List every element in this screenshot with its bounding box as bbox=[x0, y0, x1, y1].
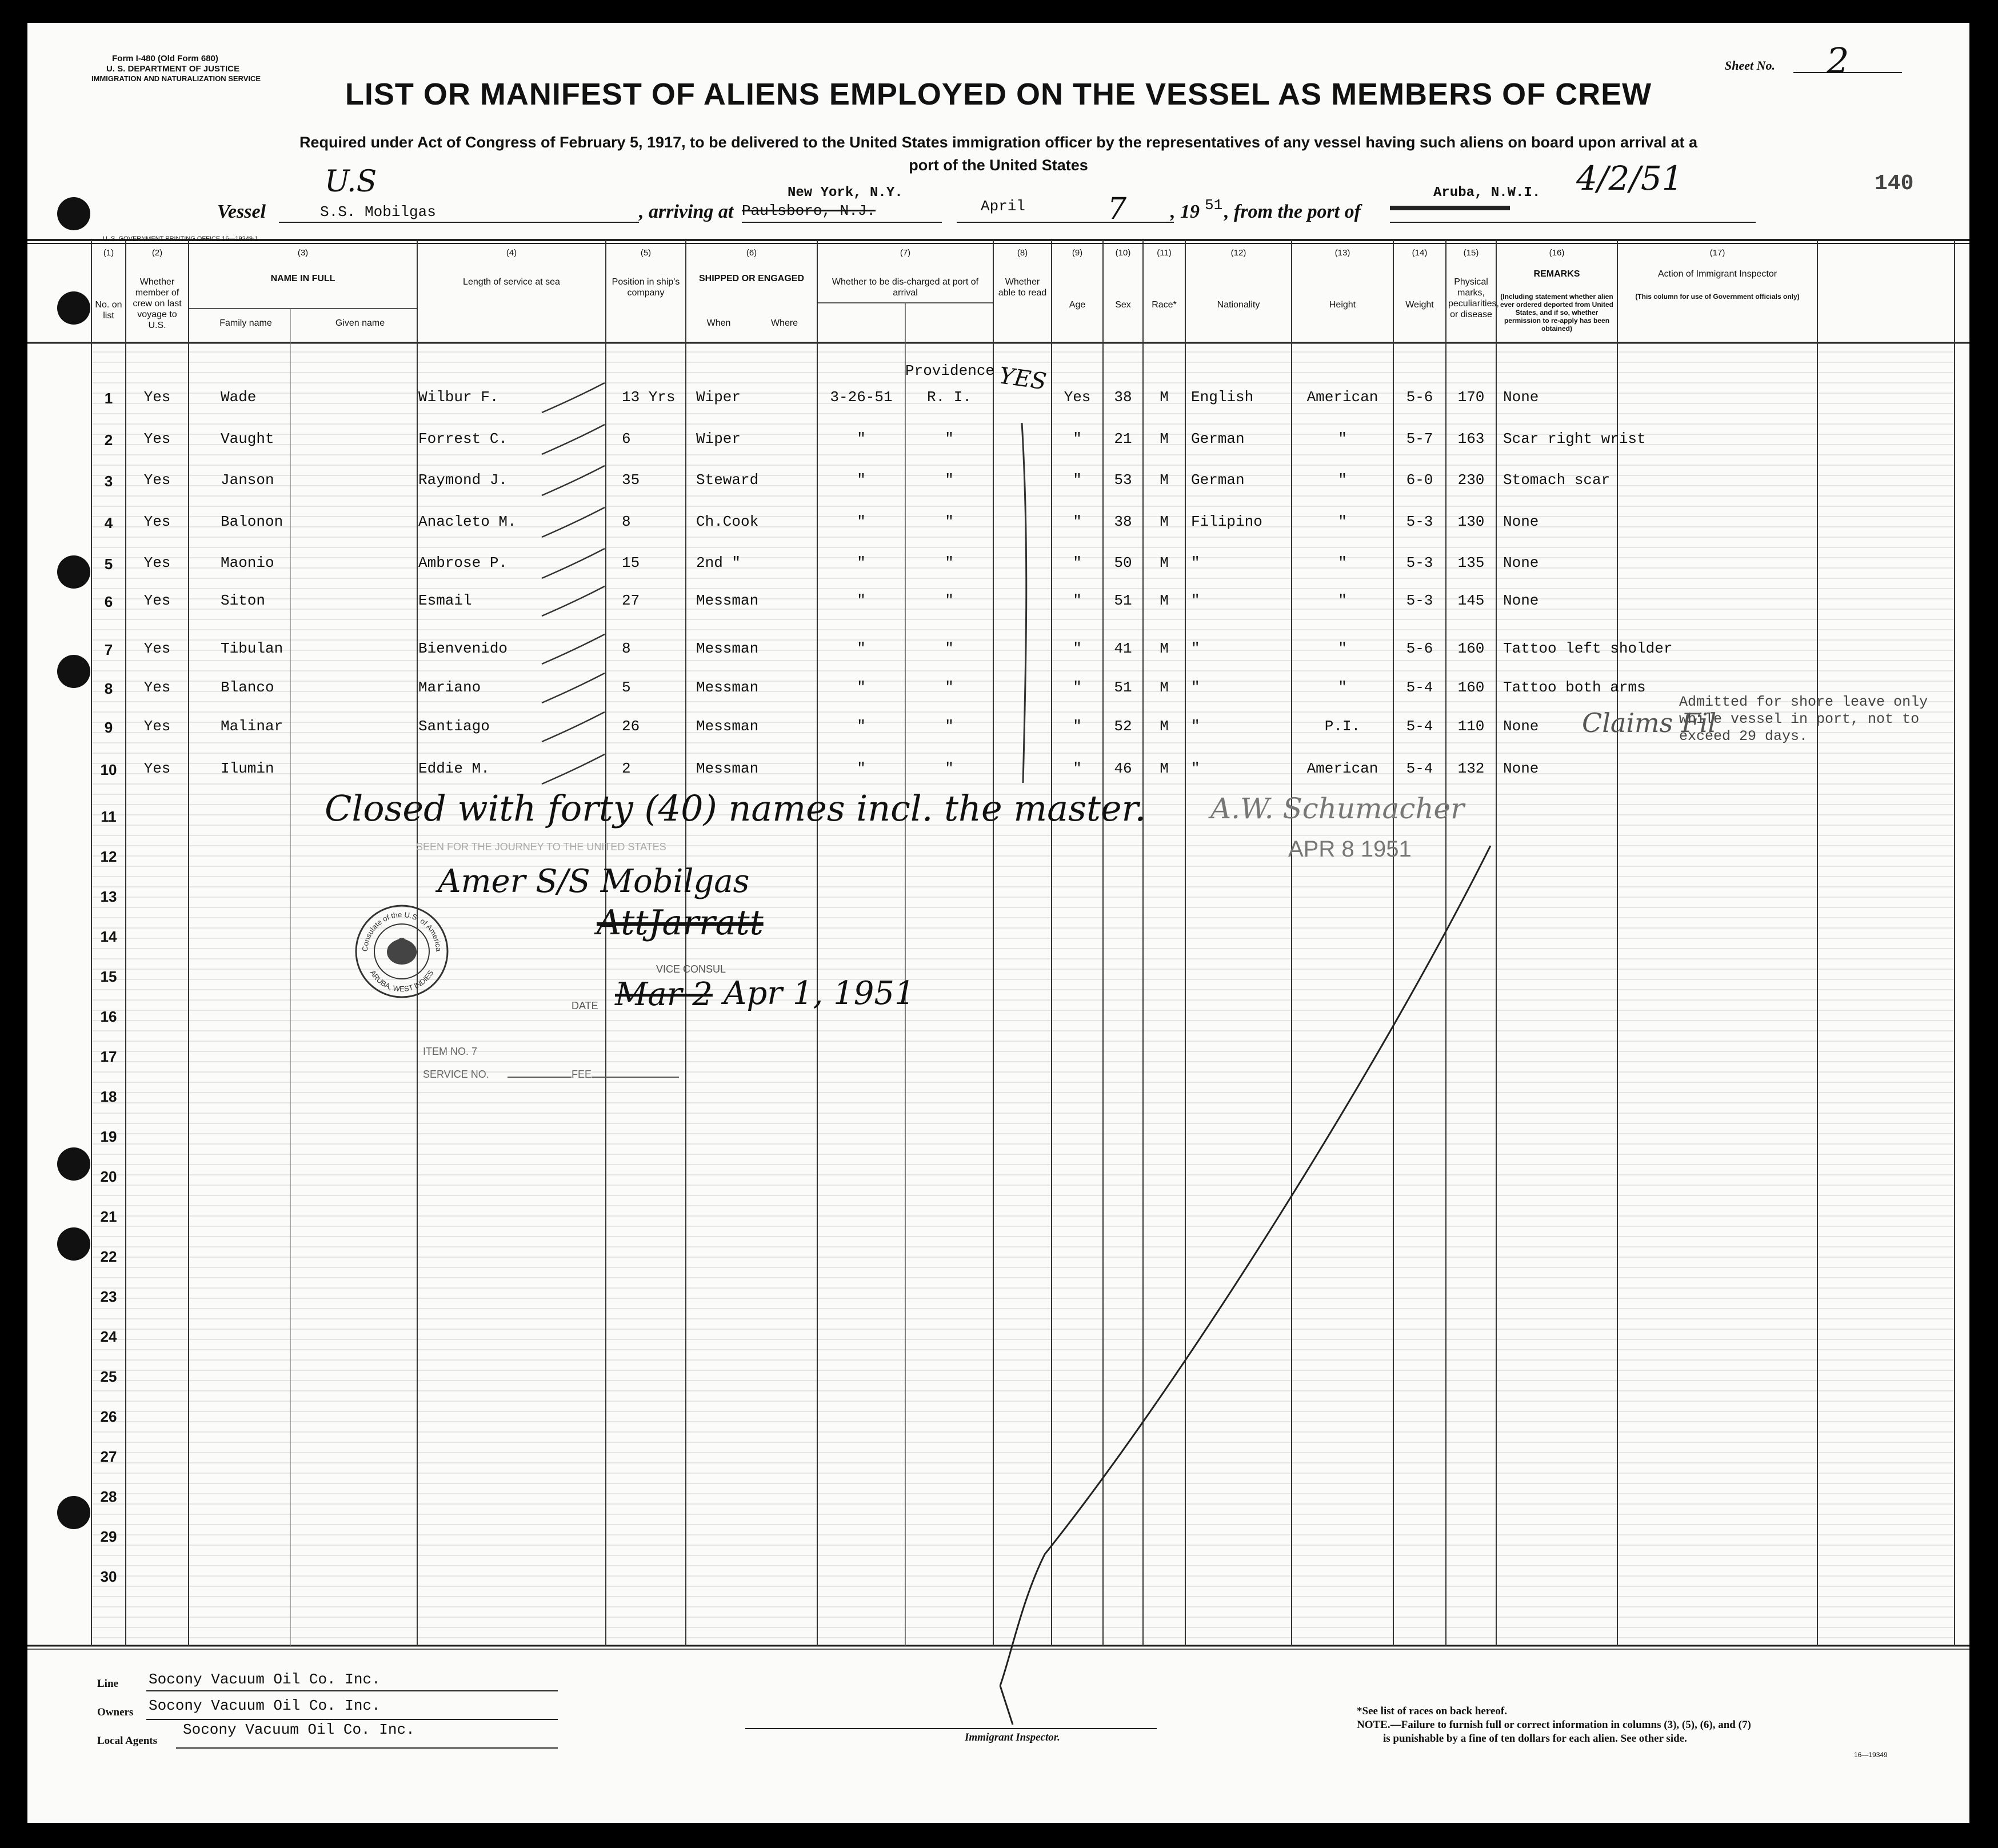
cell-service: 8 bbox=[622, 640, 631, 657]
column-header: Weight bbox=[1405, 300, 1434, 310]
column-number: (5) bbox=[640, 248, 652, 258]
cell-height: 6-0 bbox=[1406, 471, 1433, 489]
cell-family: Wade bbox=[221, 389, 257, 406]
column-number: (2) bbox=[151, 248, 163, 258]
seen-stamp: SEEN FOR THE JOURNEY TO THE UNITED STATES bbox=[416, 841, 666, 853]
cell-position: Messman bbox=[696, 718, 759, 735]
page-title: LIST OR MANIFEST OF ALIENS EMPLOYED ON THE VESSEL AS MEMBERS OF CREW bbox=[345, 77, 1652, 111]
cell-age: 52 bbox=[1114, 718, 1132, 735]
cell-where: " bbox=[945, 760, 954, 777]
cell-crew: Yes bbox=[143, 592, 171, 609]
cell-when: 3-26-51 bbox=[830, 389, 893, 406]
cell-nationality: " bbox=[1338, 471, 1347, 489]
cell-read: " bbox=[1073, 430, 1082, 447]
seal-top-text: Consulate of the U.S. of America bbox=[360, 910, 443, 952]
cell-given: Ambrose P. bbox=[418, 554, 508, 571]
column-number: (13) bbox=[1334, 248, 1350, 258]
row-number: 13 bbox=[100, 888, 117, 905]
cell-marks: None bbox=[1503, 389, 1539, 406]
cell-service: 8 bbox=[622, 513, 631, 530]
arriving-place: Paulsboro, N.J. bbox=[742, 202, 876, 219]
cell-sex: M bbox=[1160, 513, 1169, 530]
fine-note-2: is punishable by a fine of ten dollars for each alien. See other side. bbox=[1383, 1733, 1687, 1745]
cell-weight: 145 bbox=[1457, 592, 1485, 609]
cell-nationality: " bbox=[1338, 679, 1347, 696]
cell-position: Messman bbox=[696, 592, 759, 609]
cell-height: 5-7 bbox=[1406, 430, 1433, 447]
cell-sex: M bbox=[1160, 592, 1169, 609]
cell-read: " bbox=[1073, 760, 1082, 777]
column-number: (7) bbox=[900, 248, 911, 258]
owners-value: Socony Vacuum Oil Co. Inc. bbox=[149, 1697, 381, 1714]
cell-age: 41 bbox=[1114, 640, 1132, 657]
cell-given: Mariano bbox=[418, 679, 481, 696]
cell-weight: 135 bbox=[1457, 554, 1485, 571]
cell-read: " bbox=[1073, 679, 1082, 696]
row-number: 15 bbox=[100, 968, 117, 985]
cell-family: Blanco bbox=[221, 679, 274, 696]
cell-age: 46 bbox=[1114, 760, 1132, 777]
row-number: 7 bbox=[104, 641, 113, 658]
cell-weight: 160 bbox=[1457, 640, 1485, 657]
arrival-day: 7 bbox=[1108, 192, 1127, 226]
cell-given: Anacleto M. bbox=[418, 513, 517, 530]
cell-read: " bbox=[1073, 718, 1082, 735]
cell-race: " bbox=[1191, 718, 1200, 735]
cell-marks: Tattoo both arms bbox=[1503, 679, 1646, 696]
row-number: 12 bbox=[100, 848, 117, 865]
cell-service: 6 bbox=[622, 430, 631, 447]
cell-read: " bbox=[1073, 592, 1082, 609]
row-number: 24 bbox=[100, 1328, 117, 1345]
date-hand: Apr 1, 1951 bbox=[724, 975, 915, 1012]
cell-nationality: " bbox=[1338, 430, 1347, 447]
row-number: 1 bbox=[104, 390, 113, 407]
vessel-hand-note: Amer S/S Mobilgas bbox=[438, 863, 750, 900]
cell-when: " bbox=[857, 592, 866, 609]
column-header: NAME IN FULL bbox=[270, 274, 335, 283]
cell-age: 51 bbox=[1114, 592, 1132, 609]
row-number: 28 bbox=[100, 1488, 117, 1505]
cell-nationality: American bbox=[1306, 760, 1378, 777]
closing-note: Closed with forty (40) names incl. the master. bbox=[325, 787, 1146, 829]
column-note: (This column for use of Government officials only) bbox=[1635, 293, 1800, 301]
column-header: Race* bbox=[1152, 300, 1177, 310]
cell-where: " bbox=[945, 640, 954, 657]
cell-sex: M bbox=[1160, 554, 1169, 571]
remarks-stamp-line-3: exceed 29 days. bbox=[1679, 728, 1808, 745]
agents-underline bbox=[176, 1747, 558, 1749]
cell-where: " bbox=[945, 718, 954, 735]
cell-race: " bbox=[1191, 592, 1200, 609]
cell-family: Janson bbox=[221, 471, 274, 489]
page-number: 140 bbox=[1875, 171, 1914, 196]
cell-nationality: P.I. bbox=[1324, 718, 1361, 735]
row-number: 25 bbox=[100, 1368, 117, 1385]
cell-where-top: Providence bbox=[905, 362, 995, 379]
row-number: 29 bbox=[100, 1528, 117, 1545]
cell-service: 27 bbox=[622, 592, 640, 609]
remarks-stamp-line-1: Admitted for shore leave only bbox=[1679, 694, 1928, 710]
row-number: 19 bbox=[100, 1128, 117, 1145]
cell-position: Wiper bbox=[696, 389, 741, 406]
year-prefix: , 19 bbox=[1170, 201, 1200, 222]
cell-weight: 163 bbox=[1457, 430, 1485, 447]
consul-signature: AttJarratt bbox=[597, 903, 764, 943]
cell-service: 26 bbox=[622, 718, 640, 735]
cell-family: Ilumin bbox=[221, 760, 274, 777]
row-number: 9 bbox=[104, 719, 113, 736]
row-number: 4 bbox=[104, 514, 113, 531]
service-number-label: SERVICE NO. bbox=[423, 1069, 489, 1080]
column-number: (9) bbox=[1072, 248, 1083, 258]
cell-weight: 130 bbox=[1457, 513, 1485, 530]
cell-given: Santiago bbox=[418, 718, 490, 735]
row-number: 22 bbox=[100, 1248, 117, 1265]
column-number: (17) bbox=[1709, 248, 1725, 258]
column-header: Length of service at sea bbox=[463, 277, 560, 287]
cell-marks: None bbox=[1503, 760, 1539, 777]
cell-crew: Yes bbox=[143, 389, 171, 406]
cell-read: " bbox=[1073, 471, 1082, 489]
cell-age: 21 bbox=[1114, 430, 1132, 447]
cell-marks: None bbox=[1503, 592, 1539, 609]
item-number: ITEM NO. 7 bbox=[423, 1046, 478, 1057]
sheet-label: Sheet No. bbox=[1725, 58, 1775, 73]
cell-age: 51 bbox=[1114, 679, 1132, 696]
cell-service: 15 bbox=[622, 554, 640, 571]
column-number: (4) bbox=[506, 248, 517, 258]
cell-weight: 132 bbox=[1457, 760, 1485, 777]
vessel-hand: U.S bbox=[325, 165, 377, 199]
column-header: Whether member of crew on last voyage to U.S. bbox=[133, 277, 182, 330]
cell-marks: Scar right wrist bbox=[1503, 430, 1646, 447]
line-value: Socony Vacuum Oil Co. Inc. bbox=[149, 1671, 381, 1688]
column-note: (Including statement whether alien ever ordered deported from United States, and if so, whether permission to re-apply has been obtained) bbox=[1500, 293, 1614, 333]
cell-nationality: " bbox=[1338, 640, 1347, 657]
remarks-stamp-line-2: while vessel in port, not to bbox=[1679, 711, 1920, 727]
cell-race: " bbox=[1191, 679, 1200, 696]
cell-marks: None bbox=[1503, 554, 1539, 571]
cell-family: Malinar bbox=[221, 718, 283, 735]
cell-crew: Yes bbox=[143, 471, 171, 489]
cell-given: Forrest C. bbox=[418, 430, 508, 447]
cell-race: Filipino bbox=[1191, 513, 1262, 530]
cell-crew: Yes bbox=[143, 718, 171, 735]
cell-when: " bbox=[857, 471, 866, 489]
row-number: 14 bbox=[100, 928, 117, 945]
column-number: (12) bbox=[1230, 248, 1246, 258]
owners-label: Owners bbox=[97, 1706, 134, 1718]
diagonal-cancel-line bbox=[27, 23, 1969, 1823]
column-subheader: Family name bbox=[219, 318, 272, 328]
manifest-sheet bbox=[27, 23, 1969, 1823]
arrival-year: 51 bbox=[1205, 197, 1223, 214]
cell-crew: Yes bbox=[143, 679, 171, 696]
cell-family: Vaught bbox=[221, 430, 274, 447]
cell-family: Balonon bbox=[221, 513, 283, 530]
cell-read: " bbox=[1073, 513, 1082, 530]
vessel-label: Vessel bbox=[217, 201, 266, 222]
row-number: 10 bbox=[100, 761, 117, 778]
cell-when: " bbox=[857, 679, 866, 696]
cell-where: " bbox=[945, 554, 954, 571]
department: U. S. DEPARTMENT OF JUSTICE bbox=[106, 64, 240, 74]
print-code: 16—19349 bbox=[1854, 1751, 1888, 1759]
cell-weight: 160 bbox=[1457, 679, 1485, 696]
fee-label: FEE bbox=[572, 1069, 592, 1080]
column-subheader: When bbox=[706, 318, 731, 328]
row-number: 21 bbox=[100, 1208, 117, 1225]
column-number: (11) bbox=[1157, 248, 1172, 258]
inspector-label: Immigrant Inspector. bbox=[965, 1731, 1060, 1743]
date-stamp: APR 8 1951 bbox=[1288, 837, 1412, 862]
cell-where: " bbox=[945, 471, 954, 489]
from-port-value: Aruba, N.W.I. bbox=[1433, 185, 1541, 201]
column-number: (8) bbox=[1017, 248, 1028, 258]
vessel-name: S.S. Mobilgas bbox=[320, 203, 436, 221]
cell-height: 5-6 bbox=[1406, 640, 1433, 657]
cell-position: 2nd " bbox=[696, 554, 741, 571]
inspector-signature-line bbox=[745, 1728, 1157, 1729]
subtitle-line-2: port of the United States bbox=[909, 157, 1088, 174]
handwritten-date: 4/2/51 bbox=[1576, 159, 1683, 198]
line-label: Line bbox=[97, 1678, 118, 1690]
column-subheader: Where bbox=[770, 318, 798, 328]
cell-nationality: " bbox=[1338, 592, 1347, 609]
cell-race: English bbox=[1191, 389, 1254, 406]
column-header: Physical marks, peculiarities, or disease bbox=[1448, 277, 1499, 319]
cell-family: Maonio bbox=[221, 554, 274, 571]
from-port-label: , from the port of bbox=[1224, 201, 1361, 222]
cell-position: Steward bbox=[696, 471, 759, 489]
cell-service: 5 bbox=[622, 679, 631, 696]
row-number: 18 bbox=[100, 1088, 117, 1105]
column-header: Whether able to read bbox=[998, 277, 1047, 298]
row-number: 17 bbox=[100, 1048, 117, 1065]
arriving-struck: New York, N.Y. bbox=[788, 185, 903, 201]
cell-sex: M bbox=[1160, 471, 1169, 489]
service-name: IMMIGRATION AND NATURALIZATION SERVICE bbox=[91, 74, 261, 83]
column-number: (3) bbox=[297, 248, 309, 258]
row-number: 6 bbox=[104, 593, 113, 610]
cell-height: 5-3 bbox=[1406, 513, 1433, 530]
cell-position: Messman bbox=[696, 640, 759, 657]
races-note: *See list of races on back hereof. bbox=[1357, 1705, 1507, 1717]
cell-when: " bbox=[857, 513, 866, 530]
column-number: (16) bbox=[1549, 248, 1565, 258]
cell-discharge: YES bbox=[997, 362, 1048, 395]
cell-weight: 110 bbox=[1457, 718, 1485, 735]
cell-position: Messman bbox=[696, 760, 759, 777]
arrival-month: April bbox=[981, 198, 1026, 215]
owners-underline bbox=[146, 1719, 558, 1720]
cell-sex: M bbox=[1160, 679, 1169, 696]
cell-nationality: " bbox=[1338, 513, 1347, 530]
cell-sex: M bbox=[1160, 430, 1169, 447]
column-header: SHIPPED OR ENGAGED bbox=[698, 274, 805, 283]
cell-height: 5-4 bbox=[1406, 760, 1433, 777]
cell-race: " bbox=[1191, 640, 1200, 657]
line-underline bbox=[146, 1690, 558, 1691]
cell-race: German bbox=[1191, 471, 1245, 489]
column-header: Nationality bbox=[1217, 300, 1260, 310]
cell-crew: Yes bbox=[143, 640, 171, 657]
inspector-signature: A.W. Schumacher bbox=[1210, 792, 1465, 825]
cell-position: Wiper bbox=[696, 430, 741, 447]
form-number: Form I-480 (Old Form 680) bbox=[112, 54, 218, 63]
row-number: 23 bbox=[100, 1288, 117, 1305]
column-header: Sex bbox=[1115, 300, 1131, 310]
cell-read: Yes bbox=[1064, 389, 1091, 406]
cell-height: 5-3 bbox=[1406, 554, 1433, 571]
column-subheader: Given name bbox=[335, 318, 385, 328]
cell-given: Eddie M. bbox=[418, 760, 490, 777]
cell-sex: M bbox=[1160, 760, 1169, 777]
cell-crew: Yes bbox=[143, 760, 171, 777]
printing-office: U. S. GOVERNMENT PRINTING OFFICE 16—19349-1 bbox=[103, 235, 258, 242]
cell-given: Bienvenido bbox=[418, 640, 508, 657]
cell-when: " bbox=[857, 718, 866, 735]
cell-read: " bbox=[1073, 640, 1082, 657]
cell-sex: M bbox=[1160, 389, 1169, 406]
remarks-hand-note: Claims Fil bbox=[1582, 707, 1717, 738]
row-number: 11 bbox=[101, 808, 117, 825]
cell-when: " bbox=[857, 640, 866, 657]
column-header: Whether to be dis-charged at port of arrival bbox=[832, 277, 979, 298]
row-number: 5 bbox=[104, 555, 113, 573]
cell-given: Wilbur F. bbox=[418, 389, 499, 406]
cell-race: German bbox=[1191, 430, 1245, 447]
row-number: 26 bbox=[100, 1408, 117, 1425]
column-header: No. on list bbox=[95, 300, 122, 321]
cell-height: 5-4 bbox=[1406, 718, 1433, 735]
row-number: 27 bbox=[100, 1448, 117, 1465]
cell-nationality: " bbox=[1338, 554, 1347, 571]
column-number: (1) bbox=[103, 248, 114, 258]
subtitle-line-1: Required under Act of Congress of February 5, 1917, to be delivered to the United States immigration officer by the representatives of any vessel having such aliens on board upon arrival at a bbox=[299, 134, 1698, 151]
cell-age: 50 bbox=[1114, 554, 1132, 571]
cell-when: " bbox=[857, 760, 866, 777]
cell-age: 53 bbox=[1114, 471, 1132, 489]
cell-crew: Yes bbox=[143, 513, 171, 530]
cell-marks: None bbox=[1503, 718, 1539, 735]
sheet-number: 2 bbox=[1827, 40, 1849, 82]
column-number: (15) bbox=[1463, 248, 1479, 258]
column-number: (10) bbox=[1115, 248, 1131, 258]
cell-where: " bbox=[945, 679, 954, 696]
cell-weight: 230 bbox=[1457, 471, 1485, 489]
cell-family: Siton bbox=[221, 592, 266, 609]
agents-label: Local Agents bbox=[97, 1735, 158, 1747]
cell-crew: Yes bbox=[143, 554, 171, 571]
date-struck: Mar 2 bbox=[615, 976, 713, 1013]
cell-position: Ch.Cook bbox=[696, 513, 759, 530]
cell-marks: Tattoo left sholder bbox=[1503, 640, 1673, 657]
cell-service: 13 Yrs bbox=[622, 389, 676, 406]
row-number: 30 bbox=[100, 1568, 117, 1585]
cell-height: 5-6 bbox=[1406, 389, 1433, 406]
column-header: Height bbox=[1329, 300, 1356, 310]
cell-read: " bbox=[1073, 554, 1082, 571]
row-number: 8 bbox=[104, 680, 113, 697]
agents-value: Socony Vacuum Oil Co. Inc. bbox=[183, 1721, 415, 1738]
column-header: Position in ship's company bbox=[612, 277, 680, 298]
cell-height: 5-4 bbox=[1406, 679, 1433, 696]
cell-race: " bbox=[1191, 554, 1200, 571]
column-number: (14) bbox=[1412, 248, 1428, 258]
cell-given: Esmail bbox=[418, 592, 472, 609]
column-number: (6) bbox=[746, 248, 757, 258]
row-number: 3 bbox=[104, 473, 113, 490]
column-header: REMARKS bbox=[1533, 269, 1580, 279]
cell-age: 38 bbox=[1114, 389, 1132, 406]
cell-nationality: American bbox=[1306, 389, 1378, 406]
cell-where: R. I. bbox=[926, 389, 972, 406]
seal-bottom-text: ARUBA, WEST INDIES bbox=[368, 969, 435, 994]
row-number: 20 bbox=[100, 1168, 117, 1185]
cell-where: " bbox=[945, 430, 954, 447]
cell-race: " bbox=[1191, 760, 1200, 777]
row-number: 2 bbox=[104, 431, 113, 449]
cell-service: 2 bbox=[622, 760, 631, 777]
cell-marks: Stomach scar bbox=[1503, 471, 1611, 489]
cell-marks: None bbox=[1503, 513, 1539, 530]
cell-position: Messman bbox=[696, 679, 759, 696]
row-number: 16 bbox=[100, 1008, 117, 1025]
cell-age: 38 bbox=[1114, 513, 1132, 530]
cell-given: Raymond J. bbox=[418, 471, 508, 489]
cell-sex: M bbox=[1160, 640, 1169, 657]
cell-when: " bbox=[857, 554, 866, 571]
arriving-label: , arriving at bbox=[639, 201, 734, 222]
cell-service: 35 bbox=[622, 471, 640, 489]
cell-family: Tibulan bbox=[221, 640, 283, 657]
cell-height: 5-3 bbox=[1406, 592, 1433, 609]
cell-crew: Yes bbox=[143, 430, 171, 447]
cell-sex: M bbox=[1160, 718, 1169, 735]
column-header: Age bbox=[1069, 300, 1086, 310]
cell-where: " bbox=[945, 592, 954, 609]
date-label: DATE bbox=[572, 1000, 598, 1011]
cell-where: " bbox=[945, 513, 954, 530]
vice-consul-label: VICE CONSUL bbox=[656, 963, 726, 975]
cell-weight: 170 bbox=[1457, 389, 1485, 406]
column-header: Action of Immigrant Inspector bbox=[1657, 269, 1777, 279]
cell-when: " bbox=[857, 430, 866, 447]
fine-note-1: NOTE.—Failure to furnish full or correct information in columns (3), (5), (6), and (7) bbox=[1357, 1719, 1751, 1731]
